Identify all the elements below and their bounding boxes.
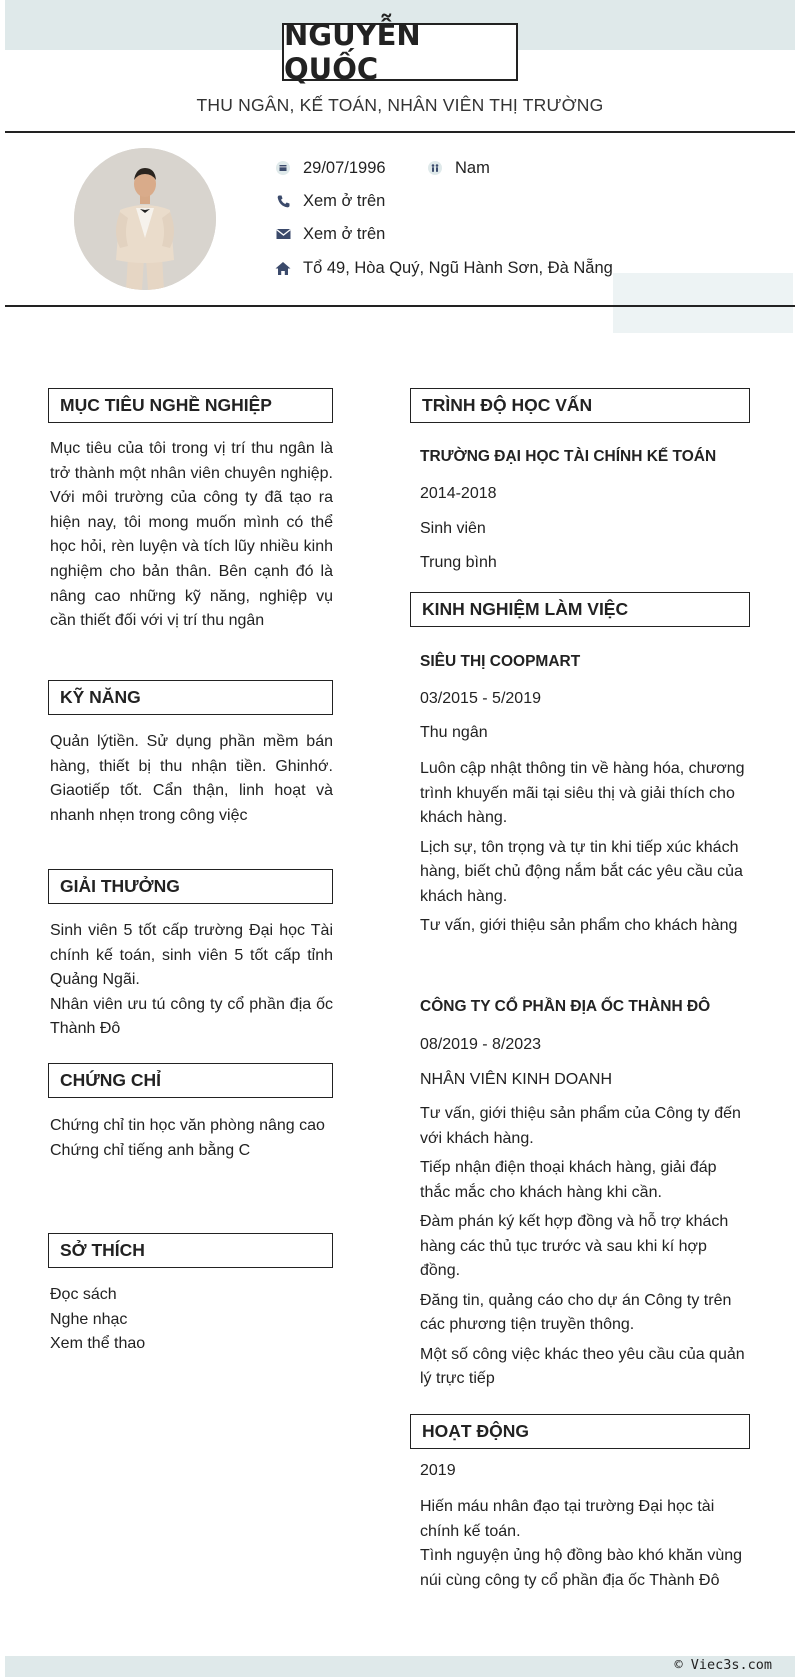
dob-value: 29/07/1996	[303, 158, 386, 177]
hobby-item: Nghe nhạc	[50, 1310, 128, 1328]
duty-item: Đăng tin, quảng cáo cho dự án Công ty trên các phương tiện truyền thông.	[420, 1291, 732, 1333]
objective-text: Mục tiêu của tôi trong vị trí thu ngân là trở thành một nhân viên chuyên nghiệp. Với môi trường của công ty đã tạo ra hiện nay, tôi mong muốn mình có thể học hỏi, rèn luyện và tích lũy nhiều kinh nghiệm cho bản thân. Bên cạnh đó là nâng cao những kỹ năng, nghiệp vụ cần thiết đối với vị trí thu ngân	[50, 440, 333, 630]
activity-item: Tình nguyện ủng hộ đồng bào khó khăn vùng núi cùng công ty cổ phần địa ốc Thành Đô	[420, 1547, 743, 1589]
calendar-icon	[273, 158, 293, 178]
certificate-item: Chứng chỉ tin học văn phòng nâng cao	[50, 1117, 325, 1134]
gender-icon	[425, 158, 445, 178]
award-item: Nhân viên ưu tú công ty cổ phần địa ốc Thành Đô	[50, 995, 333, 1038]
awards-list	[50, 919, 333, 1042]
skills-text: Quản lýtiền. Sử dụng phần mềm bán hàng, thiết bị thu nhận tiền. Ghinhớ. Giaotiếp tốt. Cẩn thận, linh hoạt và nhanh nhẹn trong công việc	[50, 733, 333, 824]
education-role: Sinh viên	[420, 520, 486, 537]
mail-icon	[273, 224, 293, 244]
duty-item: Tư vấn, giới thiệu sản phẩm cho khách hàng	[420, 917, 738, 934]
skills-heading: KỸ NĂNG	[48, 680, 333, 715]
job-title: THU NGÂN, KẾ TOÁN, NHÂN VIÊN THỊ TRƯỜNG	[196, 95, 604, 115]
activities-list	[420, 1495, 750, 1593]
candidate-name: NGUYỄN QUỐC	[282, 23, 518, 81]
phone-icon	[273, 191, 293, 211]
avatar	[74, 148, 216, 290]
activities-heading: HOẠT ĐỘNG	[410, 1414, 750, 1449]
job-duties	[420, 757, 750, 939]
job-position: NHÂN VIÊN KINH DOANH	[420, 1071, 613, 1088]
job-company: SIÊU THỊ COOPMART	[420, 653, 581, 670]
phone-row	[273, 191, 385, 211]
job-duties	[420, 1102, 750, 1392]
education-grade: Trung bình	[420, 554, 497, 571]
site-credit: © Viec3s.com	[674, 1657, 772, 1673]
avatar-photo	[74, 148, 216, 290]
duty-item: Tiếp nhận điện thoại khách hàng, giải đáp thắc mắc cho khách hàng khi cần.	[420, 1159, 717, 1201]
hobby-item: Đọc sách	[50, 1286, 117, 1303]
dob-row	[273, 158, 386, 178]
contact-divider	[5, 305, 795, 307]
job-company: CÔNG TY CỔ PHẦN ĐỊA ỐC THÀNH ĐÔ	[420, 998, 711, 1015]
award-item: Sinh viên 5 tốt cấp trường Đại học Tài chính kế toán, sinh viên 5 tốt cấp tỉnh Quảng Ngãi.	[50, 922, 333, 989]
activity-year: 2019	[420, 1462, 456, 1479]
header-divider	[5, 131, 795, 133]
certificates-heading: CHỨNG CHỈ	[48, 1063, 333, 1098]
job-position: Thu ngân	[420, 724, 488, 741]
duty-item: Đàm phán ký kết hợp đồng và hỗ trợ khách hàng các thủ tục trước và sau khi kí hợp đồng.	[420, 1213, 729, 1279]
hobby-item: Xem thể thao	[50, 1335, 146, 1353]
address-row	[273, 258, 613, 278]
duty-item: Luôn cập nhật thông tin về hàng hóa, chương trình khuyến mãi tại siêu thị và giải thích cho khách hàng.	[420, 760, 745, 826]
email-row	[273, 224, 385, 244]
home-icon	[273, 258, 293, 278]
duty-item: Một số công việc khác theo yêu cầu của quản lý trực tiếp	[420, 1345, 745, 1387]
education-period: 2014-2018	[420, 485, 497, 502]
hobbies-list	[50, 1283, 333, 1357]
hobbies-heading: SỞ THÍCH	[48, 1233, 333, 1268]
gender-value: Nam	[455, 158, 490, 177]
email-value: Xem ở trên	[303, 224, 386, 243]
duty-item: Tư vấn, giới thiệu sản phẩm của Công ty đến với khách hàng.	[420, 1105, 741, 1147]
job-period: 08/2019 - 8/2023	[420, 1036, 541, 1053]
right-accent-band	[613, 273, 793, 333]
gender-row	[425, 158, 490, 178]
school-name: TRƯỜNG ĐẠI HỌC TÀI CHÍNH KẾ TOÁN	[420, 448, 717, 465]
awards-heading: GIẢI THƯỞNG	[48, 869, 333, 904]
duty-item: Lịch sự, tôn trọng và tự tin khi tiếp xúc khách hàng, biết chủ động nắm bắt các yêu cầu của khách hàng.	[420, 838, 743, 905]
experience-heading: KINH NGHIỆM LÀM VIỆC	[410, 592, 750, 627]
objective-heading: MỤC TIÊU NGHỀ NGHIỆP	[48, 388, 333, 423]
phone-value: Xem ở trên	[303, 191, 386, 210]
job-period: 03/2015 - 5/2019	[420, 690, 541, 707]
address-value: Tổ 49, Hòa Quý, Ngũ Hành Sơn, Đà Nẵng	[303, 258, 613, 277]
certificates-list	[50, 1114, 333, 1163]
activity-item: Hiến máu nhân đạo tại trường Đại học tài chính kế toán.	[420, 1498, 715, 1540]
certificate-item: Chứng chỉ tiếng anh bằng C	[50, 1141, 251, 1159]
education-heading: TRÌNH ĐỘ HỌC VẤN	[410, 388, 750, 423]
